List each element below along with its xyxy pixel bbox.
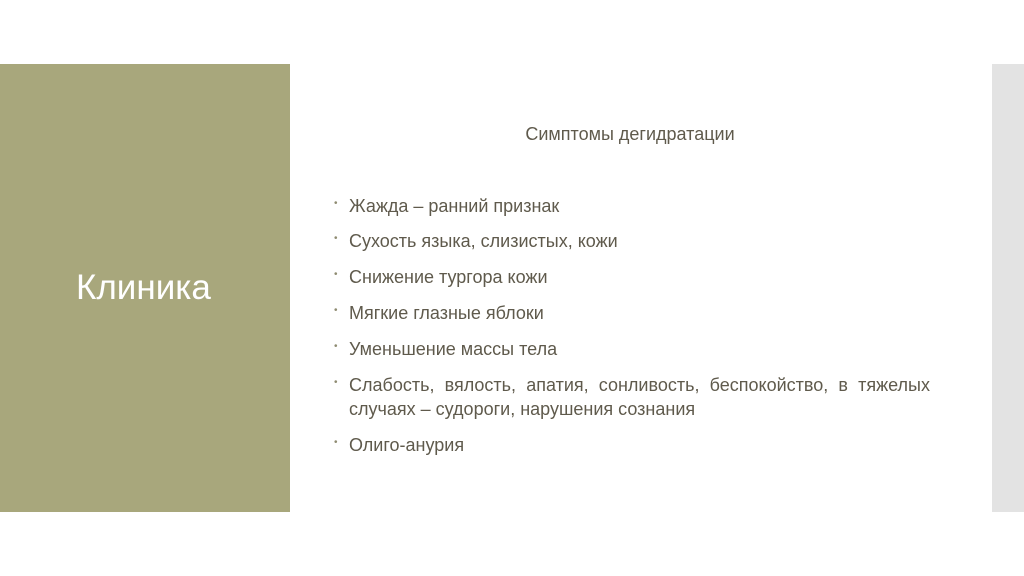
list-item [334, 229, 930, 253]
list-item [334, 265, 930, 289]
list-item-text: Уменьшение массы тела [349, 339, 558, 359]
list-item [334, 194, 930, 218]
list-item [334, 373, 930, 421]
list-item [334, 337, 930, 361]
list-item-text: Жажда – ранний признак [349, 196, 560, 216]
bullet-icon: • [334, 233, 338, 244]
symptom-list [334, 194, 930, 469]
bullet-icon: • [334, 305, 338, 316]
bullet-icon: • [334, 198, 338, 209]
right-edge-strip [992, 64, 1024, 512]
list-item-text: Сухость языка, слизистых, кожи [349, 231, 618, 251]
list-item [334, 301, 930, 325]
bullet-icon: • [334, 341, 338, 352]
slide-title: Клиника [76, 268, 211, 307]
list-item-text: Слабость, вялость, апатия, сонливость, беспокойство, в тяжелых случаях – судороги, нарушения сознания [349, 375, 930, 419]
bullet-icon: • [334, 269, 338, 280]
list-item-text: Мягкие глазные яблоки [349, 303, 544, 323]
bullet-icon: • [334, 437, 338, 448]
list-item-text: Олиго-анурия [349, 435, 465, 455]
bullet-icon: • [334, 377, 338, 388]
list-item-text: Снижение тургора кожи [349, 267, 548, 287]
slide-subtitle: Симптомы дегидратации [525, 124, 735, 144]
list-item [334, 433, 930, 457]
